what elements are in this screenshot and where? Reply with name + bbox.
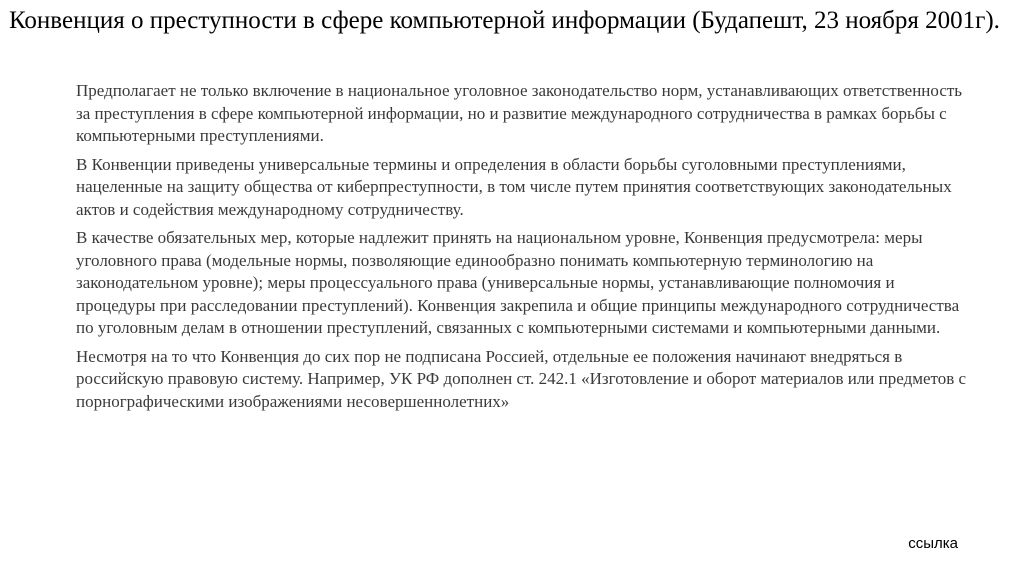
paragraph-russia: Несмотря на то что Конвенция до сих пор не подписана Россией, отдельные ее положения начинают внедряться в российскую правовую систему. Например, УК РФ дополнен ст. 242.1 «Изготовление и оборот материалов или предметов с порнографическими изображениями несовершеннолетних»: [76, 346, 967, 411]
paragraph-terms: В Конвенции приведены универсальные термины и определения в области борьбы суголовными преступлениями, нацеленные на защиту общества от киберпреступности, в том числе путем принятия соответствующих законодательных актов и содействия международному сотрудничеству.: [76, 154, 952, 219]
paragraph-inclusion: Предполагает не только включение в национальное уголовное законодательство норм, устанавливающих ответственность за преступления в сфере компьютерной информации, но и развитие международного сотрудничества в рамках борьбы с компьютерными преступлениями.: [76, 81, 963, 145]
slide-body: [76, 80, 976, 419]
slide-title: Конвенция о преступности в сфере компьютерной информации (Будапешт, 23 ноября 2001г).: [9, 7, 1000, 34]
paragraph-measures: В качестве обязательных мер, которые надлежит принять на национальном уровне, Конвенция предусмотрела: меры уголовного права (модельные нормы, позволяющие единообразно понимать компьютерную терминологию на законодательном уровне); меры процессуального права (универсальные нормы, устанавливающие полномочия и процедуры при расследовании преступлений). Конвенция закрепила и общие принципы международного сотрудничества по уголовным делам в отношении преступлений, связанных с компьютерными системами и компьютерными данными.: [76, 228, 960, 337]
reference-link[interactable]: ссылка: [908, 535, 958, 552]
